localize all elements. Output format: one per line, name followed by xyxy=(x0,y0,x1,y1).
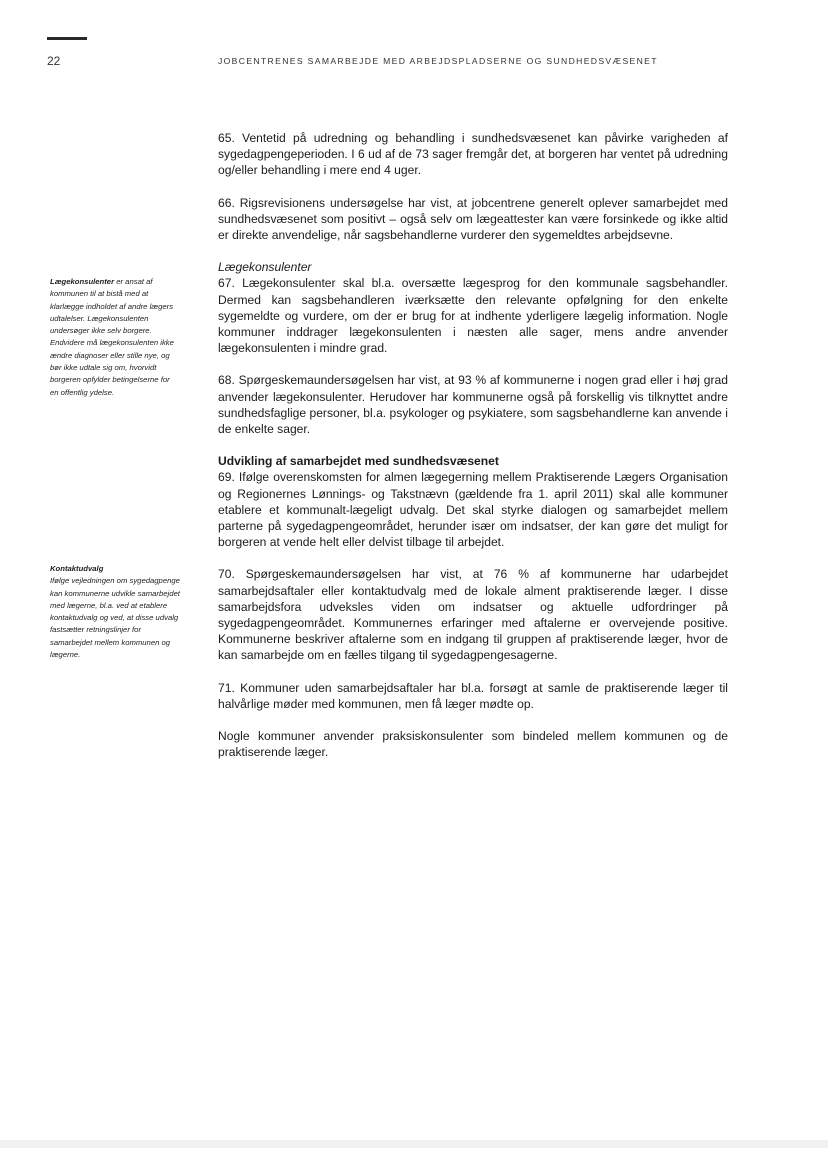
running-header: JOBCENTRENES SAMARBEJDE MED ARBEJDSPLADSERNE OG SUNDHEDSVÆSENET xyxy=(218,56,658,66)
subheading-laegekonsulenter: Lægekonsulenter xyxy=(218,260,312,275)
paragraph-68: 68. Spørgeskemaundersøgelsen har vist, at 93 % af kommunerne i nogen grad eller i høj grad anvender lægekonsulenter. Herudover har kommunerne også på forskellig vis tilknyttet andre sundhedsfaglige personer, bl.a. psykologer og psykiatere, som sagsbehandlerne kan anvende i de enkelte sager. xyxy=(218,373,728,437)
paragraph-71: 71. Kommuner uden samarbejdsaftaler har bl.a. forsøgt at samle de praktiserende læger til halvårlige møder med kommunen, men få læger mødte op. xyxy=(218,680,728,711)
sidebar-note-term: Lægekonsulenter xyxy=(50,277,115,286)
paragraph-65: 65. Ventetid på udredning og behandling i sundhedsvæsenet kan påvirke varigheden af sygedagpengeperioden. I 6 ud af de 73 sager fremgår det, at borgeren har ventet på udredning og/eller behandling i mere end 4 uger. xyxy=(218,131,728,178)
sidebar-note-body: er ansat af kommunen til at bistå med at klarlægge indholdet af andre lægers udtalelser. Lægekonsulenten undersøger ikke selv borgere. Endvidere må lægekonsulenten ikke ændre diagnoser eller stille nye, og bør ikke udtale sig om, hvorvidt borgeren opfylder betingelserne for en offentlig ydelse. xyxy=(50,277,174,397)
page-number: 22 xyxy=(47,54,61,68)
sidebar-note-text xyxy=(50,276,180,399)
top-rule xyxy=(47,37,87,40)
subheading-udvikling: Udvikling af samarbejdet med sundhedsvæsenet xyxy=(218,454,499,469)
sidebar-note-laegekonsulenter xyxy=(50,276,180,399)
paragraph-70: 70. Spørgeskemaundersøgelsen har vist, at 76 % af kommunerne har udarbejdet samarbejdsaftaler eller kontaktudvalg med de lokale alment praktiserende læger. I disse samarbejdsfora udveksles viden om indsatser og aktuelle udfordringer på sygedagpengeområdet. Kommunernes erfaringer med aftalerne er overvejende positive. Kommunerne beskriver aftalerne som en indgang til gruppen af praktiserende læger, hvor de kan samarbejde om en fælles tilgang til sygedagpengesagerne. xyxy=(218,567,728,663)
section-udvikling xyxy=(218,453,728,469)
paragraph-67: 67. Lægekonsulenter skal bl.a. oversætte lægesprog for den kommunale sagsbehandler. Dermed kan sagsbehandleren iværksætte den relevante opfølgning for den enkelte sygemeldte og vurdere, om der er brug for at indhente yderligere lægelig information. Nogle kommuner inddrager lægekonsulenten i næsten alle sager, mens andre anvender lægekonsulenten i mindre grad. xyxy=(218,276,728,356)
paragraph-66: 66. Rigsrevisionens undersøgelse har vist, at jobcentrene generelt oplever samarbejdet med sundhedsvæsenet som positivt – også selv om lægeattester kan være forsinkede og ikke altid er direkte anvendelige, når sagsbehandlerne vurderer den sygemeldtes arbejdsevne. xyxy=(218,195,728,243)
sidebar-note-kontaktudvalg xyxy=(50,563,180,661)
sidebar-note-body: Ifølge vejledningen om sygedagpenge kan kommunerne udvikle samarbejdet med lægerne, bl.a. ved at etablere kontaktudvalg og ved, at disse udvalg fastsætter retningslinjer for samarbejdet mellem kommunen og lægerne. xyxy=(50,576,180,660)
paragraph-final: Nogle kommuner anvender praksiskonsulenter som bindeled mellem kommunen og de praktiserende læger. xyxy=(218,729,728,760)
main-text xyxy=(218,130,728,777)
sidebar-note-text xyxy=(50,563,180,661)
scan-edge xyxy=(0,1140,828,1148)
section-laegekonsulenter xyxy=(218,259,728,275)
paragraph-69: 69. Ifølge overenskomsten for almen lægegerning mellem Praktiserende Lægers Organisation og Regionernes Lønnings- og Takstnævn (gældende fra 1. april 2011) skal alle kommuner etablere et kommunalt-lægeligt udvalg. Det skal styrke dialogen og samarbejdet mellem parterne på sygedagpengeområdet, herunder især om indsatser, der kan gøre det muligt for borgeren at vende helt eller delvist tilbage til arbejdet. xyxy=(218,470,728,550)
sidebar-note-term: Kontaktudvalg xyxy=(50,564,104,573)
